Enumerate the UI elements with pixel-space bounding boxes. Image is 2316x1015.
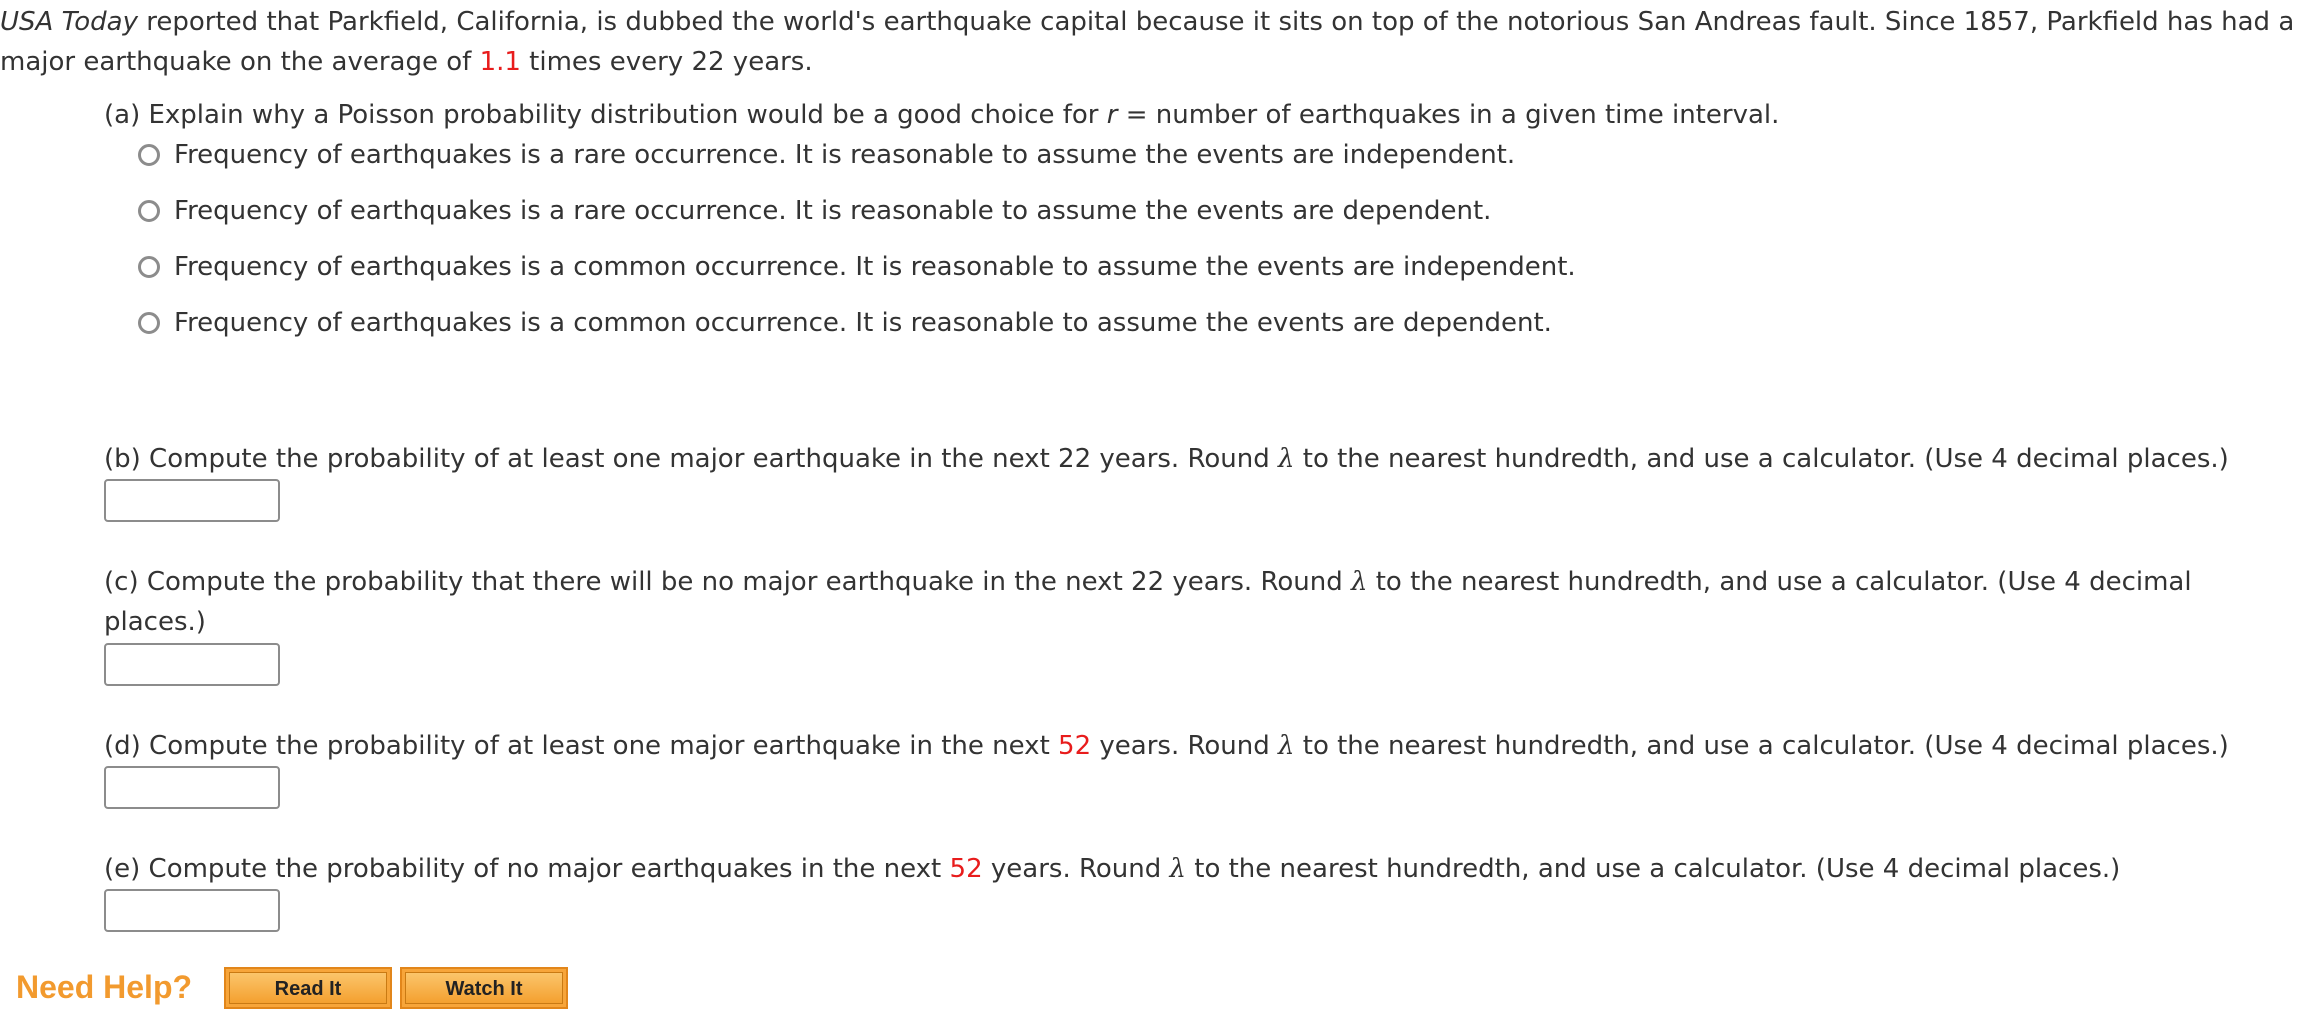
option-label: Frequency of earthquakes is a rare occurrence. It is reasonable to assume the events are independent. bbox=[174, 140, 1516, 170]
radio-button[interactable] bbox=[138, 312, 160, 334]
option-a3[interactable] bbox=[138, 247, 1576, 303]
option-a1[interactable] bbox=[138, 135, 1576, 191]
radio-button[interactable] bbox=[138, 200, 160, 222]
option-label: Frequency of earthquakes is a common occurrence. It is reasonable to assume the events are independent. bbox=[174, 252, 1576, 282]
source-name: USA Today bbox=[0, 7, 138, 37]
watch-it-button[interactable] bbox=[400, 967, 568, 1009]
radio-button[interactable] bbox=[138, 256, 160, 278]
answer-options-a bbox=[138, 135, 1576, 359]
question-c-before: (c) Compute the probability that there will be no major earthquake in the next 22 years. Round bbox=[104, 567, 1351, 597]
lambda-symbol: λ bbox=[1169, 854, 1186, 884]
question-d-middle: years. Round bbox=[1091, 731, 1278, 761]
read-it-button[interactable] bbox=[224, 967, 392, 1009]
years-value-d: 52 bbox=[1058, 731, 1092, 761]
answer-input-d[interactable] bbox=[104, 766, 280, 809]
lambda-symbol: λ bbox=[1278, 444, 1295, 474]
question-b bbox=[104, 439, 2304, 479]
question-a-prefix: (a) Explain why a Poisson probability distribution would be a good choice for bbox=[104, 100, 1107, 130]
option-label: Frequency of earthquakes is a common occurrence. It is reasonable to assume the events are dependent. bbox=[174, 308, 1552, 338]
intro-text-1: reported that Parkfield, California, is dubbed the world's earthquake capital because it sits on top of the notorious San Andreas fault. Since 1857, Parkfield has had a major earthquake on the average of bbox=[0, 7, 2295, 77]
problem-intro bbox=[0, 2, 2316, 82]
watch-it-label: Watch It bbox=[405, 972, 563, 1004]
lambda-symbol: λ bbox=[1350, 567, 1368, 597]
question-d bbox=[104, 726, 2304, 766]
intro-text-2: times every 22 years. bbox=[520, 47, 813, 77]
question-d-before: (d) Compute the probability of at least one major earthquake in the next bbox=[104, 731, 1059, 761]
answer-input-e[interactable] bbox=[104, 889, 280, 932]
question-a-suffix: = number of earthquakes in a given time interval. bbox=[1117, 100, 1780, 130]
answer-input-b[interactable] bbox=[104, 479, 280, 522]
option-a2[interactable] bbox=[138, 191, 1576, 247]
question-c-after: to the nearest hundredth, and use a calculator. (Use 4 decimal places.) bbox=[104, 567, 2192, 637]
question-e bbox=[104, 849, 2304, 889]
variable-r: r bbox=[1106, 100, 1118, 130]
lambda-symbol: λ bbox=[1278, 731, 1295, 761]
option-label: Frequency of earthquakes is a rare occurrence. It is reasonable to assume the events are dependent. bbox=[174, 196, 1492, 226]
answer-input-c[interactable] bbox=[104, 643, 280, 686]
question-e-middle: years. Round bbox=[982, 854, 1170, 884]
question-d-after: to the nearest hundredth, and use a calculator. (Use 4 decimal places.) bbox=[1294, 731, 2229, 761]
option-a4[interactable] bbox=[138, 303, 1576, 359]
question-e-before: (e) Compute the probability of no major earthquakes in the next bbox=[104, 854, 950, 884]
need-help-label: Need Help? bbox=[16, 969, 193, 1005]
read-it-label: Read It bbox=[229, 972, 387, 1004]
question-b-before: (b) Compute the probability of at least one major earthquake in the next 22 years. Round bbox=[104, 444, 1278, 474]
radio-button[interactable] bbox=[138, 144, 160, 166]
question-c bbox=[104, 562, 2254, 642]
question-e-after: to the nearest hundredth, and use a calculator. (Use 4 decimal places.) bbox=[1185, 854, 2121, 884]
question-a bbox=[104, 95, 2304, 135]
earthquake-rate: 1.1 bbox=[479, 47, 521, 77]
question-b-after: to the nearest hundredth, and use a calculator. (Use 4 decimal places.) bbox=[1294, 444, 2229, 474]
years-value-e: 52 bbox=[949, 854, 983, 884]
